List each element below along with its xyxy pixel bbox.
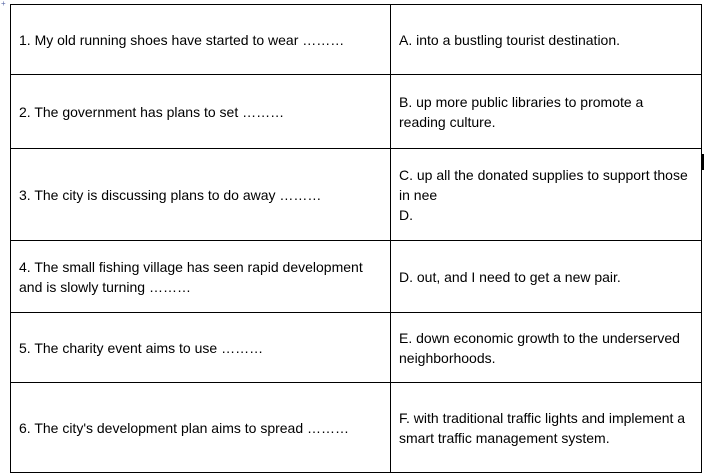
sentence-start-cell bbox=[11, 241, 391, 313]
sentence-start-cell bbox=[11, 313, 391, 383]
text-cursor bbox=[702, 154, 704, 170]
table-row bbox=[11, 149, 702, 241]
table-row bbox=[11, 75, 702, 149]
table-anchor-icon: + bbox=[1, 0, 6, 8]
sentence-ending-text: D. out, and I need to get a new pair. bbox=[399, 268, 621, 285]
sentence-ending-cell bbox=[391, 149, 702, 241]
sentence-start-text: 4. The small fishing village has seen rapid development and is slowly turning ……… bbox=[19, 258, 363, 295]
table-row bbox=[11, 5, 702, 75]
matching-table bbox=[10, 4, 702, 473]
sentence-ending-text: C. up all the donated supplies to support those in nee bbox=[399, 166, 688, 203]
sentence-ending-cell bbox=[391, 313, 702, 383]
table-row bbox=[11, 383, 702, 473]
sentence-start-cell bbox=[11, 149, 391, 241]
sentence-start-text: 5. The charity event aims to use ……… bbox=[19, 339, 264, 356]
table-row bbox=[11, 241, 702, 313]
sentence-ending-text: E. down economic growth to the underserved neighborhoods. bbox=[399, 329, 680, 366]
sentence-start-cell bbox=[11, 5, 391, 75]
sentence-start-cell bbox=[11, 75, 391, 149]
sentence-start-text: 1. My old running shoes have started to wear ……… bbox=[19, 31, 345, 48]
table-row bbox=[11, 313, 702, 383]
sentence-ending-text: F. with traditional traffic lights and implement a smart traffic management system. bbox=[399, 409, 686, 446]
sentence-start-text: 6. The city's development plan aims to spread ……… bbox=[19, 419, 350, 436]
sentence-start-cell bbox=[11, 383, 391, 473]
sentence-ending-cell bbox=[391, 5, 702, 75]
sentence-ending-text: B. up more public libraries to promote a reading culture. bbox=[399, 93, 644, 130]
sentence-ending-cell bbox=[391, 241, 702, 313]
sentence-start-text: 3. The city is discussing plans to do away ……… bbox=[19, 186, 322, 203]
sentence-ending-cell bbox=[391, 383, 702, 473]
sentence-ending-text-extra: D. bbox=[399, 206, 413, 223]
sentence-ending-cell bbox=[391, 75, 702, 149]
sentence-start-text: 2. The government has plans to set ……… bbox=[19, 103, 285, 120]
sentence-ending-text: A. into a bustling tourist destination. bbox=[399, 31, 621, 48]
